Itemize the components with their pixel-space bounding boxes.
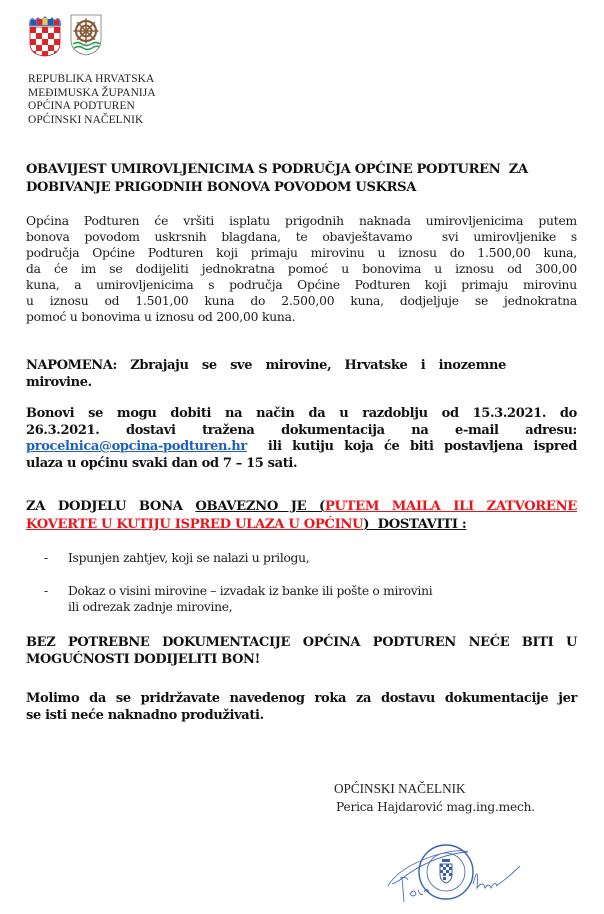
paragraph-line: područja Općine Podturen koji primaju mirovinu u iznosu do 1.500,00 kuna, bbox=[26, 246, 577, 260]
signature-block bbox=[334, 780, 535, 816]
requirement-prefix: ZA DODJELU BONA bbox=[26, 499, 196, 514]
list-item bbox=[44, 583, 432, 615]
requirement-method-line1: PUTEM MAILA ILI ZATVORENE bbox=[324, 499, 578, 514]
checker-square bbox=[54, 39, 60, 45]
requirement-close: ) bbox=[363, 517, 370, 532]
title-line: DOBIVANJE PRIGODNIH BONOVA POVODOM USKRSA bbox=[26, 180, 417, 195]
checker-square bbox=[42, 45, 48, 51]
checker-square bbox=[54, 27, 60, 33]
closing-paragraph bbox=[26, 690, 577, 724]
dash-bullet-icon: - bbox=[44, 584, 48, 598]
paragraph-line: da će im se dodijeliti jednokratna pomoć u bonovima u iznosu od 300,00 bbox=[26, 262, 577, 276]
note-line: mirovine. bbox=[26, 374, 92, 390]
requirement-mandatory: OBAVEZNO JE ( bbox=[195, 499, 325, 514]
checker-square bbox=[30, 33, 36, 39]
podturen-coat-of-arms-icon bbox=[70, 14, 102, 60]
closing-line: se isti neće naknadno produživati. bbox=[26, 708, 264, 723]
list-item-text: Ispunjen zahtjev, koji se nalazi u prilogu, bbox=[68, 551, 310, 565]
requirement-heading bbox=[26, 498, 577, 534]
checker-square bbox=[30, 39, 36, 45]
deadline-line-rest: ili kutiju koja će biti postavljena ispred bbox=[246, 439, 577, 454]
checker-square bbox=[42, 27, 48, 33]
title-line: OBAVIJEST UMIROVLJENICIMA S PODRUČJA OPĆINE PODTUREN ZA bbox=[26, 162, 528, 177]
deadline-paragraph bbox=[26, 406, 577, 472]
checker-square bbox=[54, 33, 60, 39]
note-line: NAPOMENA: Zbrajaju se sve mirovine, Hrvatske i inozemne bbox=[26, 358, 506, 373]
checker-square bbox=[30, 27, 36, 33]
checker-square bbox=[48, 27, 54, 33]
signature-role: OPĆINSKI NAČELNIK bbox=[334, 781, 466, 796]
list-item bbox=[44, 550, 432, 566]
requirement-line bbox=[26, 498, 577, 516]
requirement-suffix: DOSTAVITI : bbox=[369, 517, 467, 532]
paragraph-line: u iznosu od 1.501,00 kuna do 2.500,00 kuna, dodjeljuje se jednokratna bbox=[26, 294, 577, 308]
official-stamp-signature-icon bbox=[378, 838, 538, 914]
paragraph-line: pomoć u bonovima u iznosu od 200,00 kuna. bbox=[26, 310, 296, 324]
requirement-line bbox=[26, 516, 577, 534]
checker-square bbox=[36, 39, 42, 45]
deadline-line bbox=[26, 439, 577, 456]
warning-paragraph bbox=[26, 634, 577, 668]
list-item-text: ili odrezak zadnje mirovine, bbox=[68, 600, 233, 614]
deadline-line: 26.3.2021. dostavi tražena dokumentacija na e-mail adresu: bbox=[26, 422, 577, 438]
letterhead-line: OPĆINA PODTUREN bbox=[28, 100, 135, 113]
checker-square bbox=[48, 39, 54, 45]
requirement-method-line2: KOVERTE U KUTIJU ISPRED ULAZA U OPĆINU bbox=[26, 517, 364, 532]
documents-list bbox=[44, 550, 432, 615]
letterhead-line: MEĐIMUSKA ŽUPANIJA bbox=[28, 86, 156, 99]
checker-square bbox=[36, 27, 42, 33]
document-title bbox=[26, 161, 578, 197]
paragraph-line: Općina Podturen će vršiti isplatu prigodnih naknada umirovljenicima putem bbox=[26, 214, 577, 228]
dash-bullet-icon: - bbox=[44, 551, 48, 565]
deadline-line: Bonovi se mogu dobiti na način da u razdoblju od 15.3.2021. do bbox=[26, 406, 577, 421]
checker-square bbox=[48, 33, 54, 39]
note-paragraph bbox=[26, 358, 506, 391]
checker-square bbox=[42, 33, 48, 39]
checker-square bbox=[36, 45, 42, 51]
closing-line: Molimo da se pridržavate navedenog roka za dostavu dokumentacije jer bbox=[26, 691, 577, 706]
intro-paragraph bbox=[26, 213, 577, 325]
warning-line: BEZ POTREBNE DOKUMENTACIJE OPĆINA PODTUREN NEĆE BITI U bbox=[26, 635, 577, 650]
email-link[interactable]: procelnica@opcina-podturen.hr bbox=[26, 439, 247, 454]
deadline-line: ulaza u općinu svaki dan od 7 – 15 sati. bbox=[26, 455, 298, 471]
warning-line: MOGUĆNOSTI DODIJELITI BON! bbox=[26, 652, 260, 667]
paragraph-line: kuna, a umirovljenicima s područja Općine Podturen koji primaju mirovinu bbox=[26, 278, 577, 292]
croatian-coat-of-arms-icon bbox=[28, 15, 62, 61]
checker-square bbox=[36, 33, 42, 39]
letterhead bbox=[28, 73, 156, 127]
paragraph-line: bonova povodom uskrsnih blagdana, te obavještavamo svi umirovljenike s bbox=[26, 230, 577, 244]
list-item-text: Dokaz o visini mirovine – izvadak iz banke ili pošte o mirovini bbox=[68, 584, 433, 598]
signature-name: Perica Hajdarović mag.ing.mech. bbox=[336, 800, 535, 814]
checker-square bbox=[42, 39, 48, 45]
letterhead-line: OPĆINSKI NAČELNIK bbox=[28, 113, 144, 126]
letterhead-line: REPUBLIKA HRVATSKA bbox=[28, 73, 155, 85]
checker-square bbox=[48, 45, 54, 51]
